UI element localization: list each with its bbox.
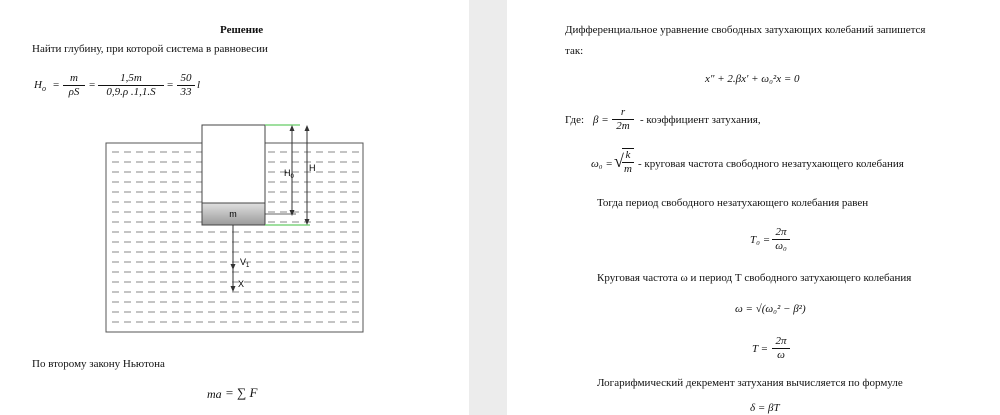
omega0-lhs: ω₀ = (591, 158, 613, 170)
intro-text: Найти глубину, при которой система в равновесии (32, 43, 268, 55)
period-text: Тогда период свободного незатухающего колебания равен (597, 197, 869, 209)
beta-fraction: $\frac{r}{2m}$ (612, 106, 634, 133)
beta-description: - коэффициент затухания, (640, 114, 761, 126)
buoy-diagram (0, 0, 469, 415)
delta-equation: δ = βT (750, 402, 780, 414)
log-decrement-text: Логарифмический декремент затухания вычисляется по формуле (597, 377, 903, 389)
t-lhs: T = (752, 343, 769, 355)
diff-eq-intro-cont: так: (565, 45, 584, 57)
newton-lhs: ma (207, 387, 222, 401)
diff-eq-intro: Дифференциальное уравнение свободных затухающих колебаний запишется (565, 24, 926, 36)
x-axis-label: X (238, 279, 245, 289)
left-page (0, 0, 469, 415)
t-fraction: $\frac{2\pi}{\omega}$ (772, 335, 790, 362)
length-symbol: l (197, 79, 201, 91)
h0-symbol: $H_o$ (34, 79, 46, 94)
t0-fraction: $\frac{2\pi}{\text{ω₀}}$ (772, 226, 790, 253)
mass-label: m (229, 209, 237, 219)
radical-sign-icon: √ (614, 151, 624, 171)
beta-lhs: β = (593, 114, 609, 126)
fraction-50-33: $\frac{50}{33}$ (177, 72, 195, 99)
where-label: Где: (565, 114, 585, 126)
omega-equation: ω = √(ω₀² − β²) (735, 303, 806, 315)
fraction-numeric: $\frac{1,5m}{0,9.\rho .1,1.S}$ (98, 72, 164, 99)
omega0-fraction: $\frac{k}{m}$ (622, 148, 634, 176)
h-dim-label: H (309, 163, 316, 173)
equals-3: = (167, 79, 174, 91)
h0-dim-label: $H_0$ (284, 168, 294, 180)
solution-heading: Решение (220, 24, 264, 36)
omega0-description: - круговая частота свободного незатухающего колебания (638, 158, 904, 170)
t0-lhs: T₀ = (750, 234, 771, 246)
diff-equation: x" + 2.βx' + ω₀²x = 0 (705, 73, 800, 85)
equals-1: = (53, 79, 60, 91)
fraction-m-over-rhos: $\frac{m}{\rho S}$ (63, 72, 85, 99)
newton-text: По второму закону Ньютона (32, 358, 165, 370)
right-page (507, 0, 1000, 415)
newton-rhs: = ∑ F (225, 385, 258, 400)
cylinder-body (202, 125, 265, 203)
velocity-label: $V_1$ (240, 257, 250, 269)
equals-2: = (89, 79, 96, 91)
circular-frequency-text: Круговая частота ω и период Т свободного затухающего колебания (597, 272, 912, 284)
